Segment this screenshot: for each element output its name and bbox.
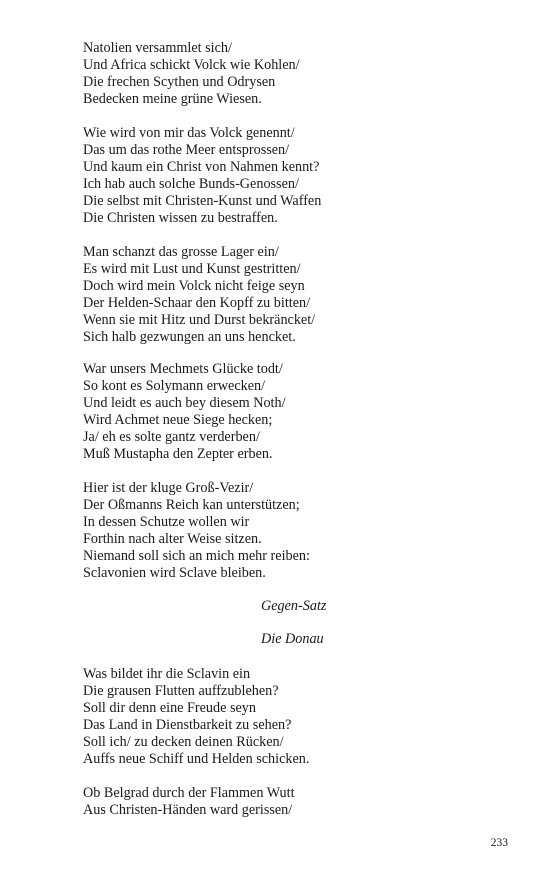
verse-line: Der Helden-Schaar den Kopff zu bitten/ xyxy=(83,295,311,311)
page-number: 233 xyxy=(490,837,508,849)
verse-line: Das um das rothe Meer entsprossen/ xyxy=(83,142,290,158)
verse-line: Natolien versammlet sich/ xyxy=(83,40,232,56)
verse-line: Doch wird mein Volck nicht feige seyn xyxy=(83,278,305,294)
verse-line: Man schanzt das grosse Lager ein/ xyxy=(83,244,279,260)
section-title: Gegen-Satz xyxy=(261,598,327,614)
verse-line: Die Christen wissen zu bestraffen. xyxy=(83,210,278,226)
verse-line: Auffs neue Schiff und Helden schicken. xyxy=(83,751,310,767)
verse-line: Wie wird von mir das Volck genennt/ xyxy=(83,125,295,141)
verse-line: Ja/ eh es solte gantz verderben/ xyxy=(83,429,260,445)
verse-line: Und leidt es auch bey diesem Noth/ xyxy=(83,395,286,411)
verse-line: Was bildet ihr die Sclavin ein xyxy=(83,666,251,682)
verse-line: Muß Mustapha den Zepter erben. xyxy=(83,446,273,462)
section-speaker: Die Donau xyxy=(261,631,324,647)
verse-line: Die selbst mit Christen-Kunst und Waffen xyxy=(83,193,322,209)
verse-line: In dessen Schutze wollen wir xyxy=(83,514,250,530)
verse-line: Es wird mit Lust und Kunst gestritten/ xyxy=(83,261,301,277)
verse-line: War unsers Mechmets Glücke todt/ xyxy=(83,361,283,377)
verse-line: Der Oßmanns Reich kan unterstützen; xyxy=(83,497,300,513)
verse-line: Soll dir denn eine Freude seyn xyxy=(83,700,256,716)
verse-line: Und Africa schickt Volck wie Kohlen/ xyxy=(83,57,300,73)
verse-line: Bedecken meine grüne Wiesen. xyxy=(83,91,262,107)
verse-line: Wird Achmet neue Siege hecken; xyxy=(83,412,273,428)
verse-line: Das Land in Dienstbarkeit zu sehen? xyxy=(83,717,292,733)
verse-line: Sich halb gezwungen an uns hencket. xyxy=(83,329,296,345)
verse-line: Ob Belgrad durch der Flammen Wutt xyxy=(83,785,295,801)
verse-line: Die frechen Scythen und Odrysen xyxy=(83,74,276,90)
verse-line: Wenn sie mit Hitz und Durst bekräncket/ xyxy=(83,312,316,328)
verse-line: Ich hab auch solche Bunds-Genossen/ xyxy=(83,176,299,192)
verse-line: Die grausen Flutten auffzublehen? xyxy=(83,683,279,699)
verse-line: Soll ich/ zu decken deinen Rücken/ xyxy=(83,734,284,750)
verse-line: Aus Christen-Händen ward gerissen/ xyxy=(83,802,293,818)
verse-line: So kont es Solymann erwecken/ xyxy=(83,378,266,394)
verse-line: Und kaum ein Christ von Nahmen kennt? xyxy=(83,159,320,175)
verse-line: Niemand soll sich an mich mehr reiben: xyxy=(83,548,310,564)
verse-line: Hier ist der kluge Groß-Vezir/ xyxy=(83,480,254,496)
verse-line: Forthin nach alter Weise sitzen. xyxy=(83,531,262,547)
verse-line: Sclavonien wird Sclave bleiben. xyxy=(83,565,266,581)
